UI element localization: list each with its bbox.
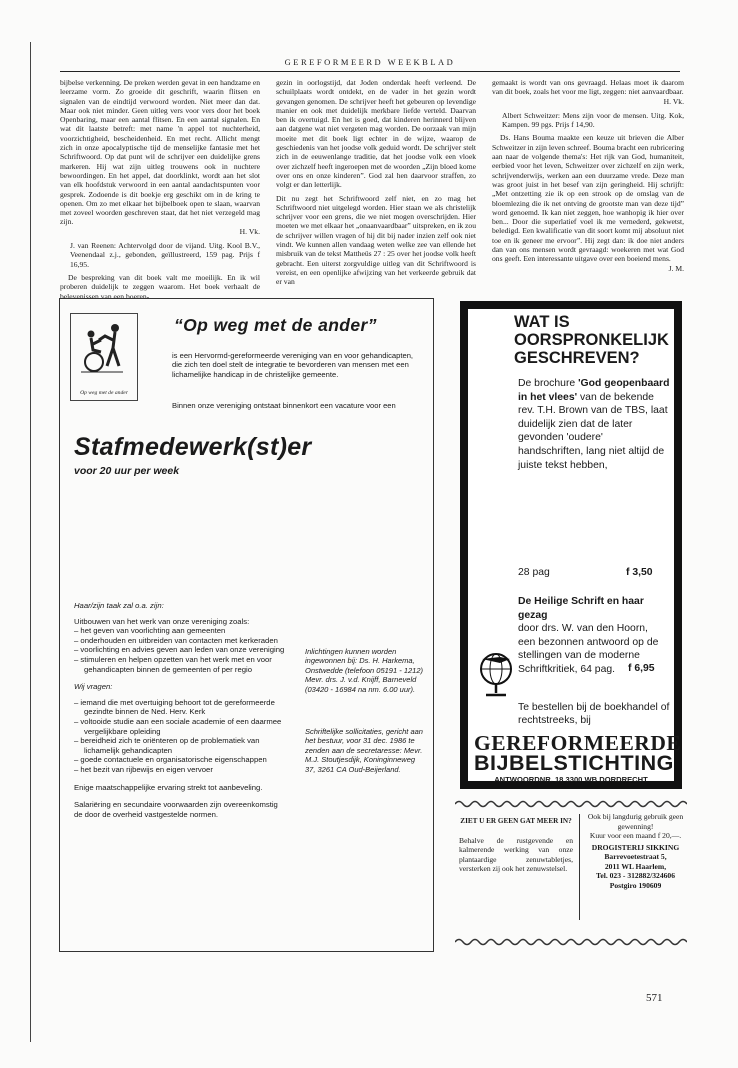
list-item: – het bezit van rijbewijs en eigen vervoer <box>74 765 286 775</box>
brochure-ad-inner <box>468 309 682 784</box>
job-title: Stafmedewerk(st)er <box>74 433 312 461</box>
experience-note: Enige maatschappelijke ervaring strekt tot aanbeveling. <box>74 782 263 792</box>
shop-phone: Tel. 023 - 312882/324606 <box>595 871 676 880</box>
address: ANTWOORDNR. 18 3300 WB DORDRECHT <box>494 775 648 784</box>
order-info: Te bestellen bij de boekhandel of rechtstreeks, bij <box>518 702 670 727</box>
paragraph: De bespreking van dit boek valt me moeilijk. En ik wil proberen duidelijk te zeggen waarom. Het boek verhaalt de belevenissen van een boeren- <box>60 272 260 301</box>
paragraph: gemaakt is wordt van ons gevraagd. Helaas moet ik daarom van dit boek, zoals het voor me ligt, zeggen: niet aanvaardbaar. <box>492 78 684 97</box>
book-review-heading: Albert Schweitzer: Mens zijn voor de mensen. Uitg. Kok, Kampen. 99 pgs. Prijs f 14,90. <box>502 110 684 130</box>
list-item: – goede contactuele en organisatorische eigenschappen <box>74 755 286 765</box>
contact-info: Inlichtingen kunnen worden ingewonnen bij: Ds. H. Harkema, Onstwedde (telefoon 05191 - 1212) Mevr. drs. J. v.d. Knijff, Barneveld (03420 - 16984 na nm. 6.00 uur). <box>305 647 423 694</box>
tasks-intro: Uitbouwen van het werk van onze vereniging zoals: <box>74 616 250 626</box>
header-rule <box>60 71 680 72</box>
tasks-block <box>74 601 286 819</box>
requirements-label: Wij vragen: <box>74 682 113 692</box>
brochure-ad <box>460 301 682 789</box>
pages: 28 pag <box>518 567 550 578</box>
brochure-1-pages <box>518 567 550 578</box>
paragraph: Ds. Hans Bouma maakte een keuze uit brieven die Alber Schweitzer in zijn leven schreef. Bouma bracht een rubricering aan naar de volgende thema's: Het rijk van God, humaniteit, eerbied voor het leven, Schweitzer over zichzelf en zijn werk, schrijvenderwijs, werken aan een duurzame vrede. Deze man was groot juist in het besef van zijn geringheid. Hij schrijft: „Met ontzetting zie ik op een strook op de omslag van de bloemlezing die ik net ontving de grootste man van deze tijd” word genoemd. Ik kan niet zeggen, hoe wanhopig ik hier over ben... Door die superlatief voel ik me vernederd, gekwetst, beledigd. Een kwalificatie van dit soort komt mij absoluut niet toe en ik geneer me ervoor”. Hij zegt dan: ik doe niet anders dan van ons mensen wordt gevraagd: woekeren met wat God ons geeft. Een interessante uitgave over een boeiend mens. <box>492 133 684 264</box>
list-item: – het geven van voorlichting aan gemeenten <box>74 626 286 636</box>
list-item: – onderhouden en uitbreiden van contacten met kerkeraden <box>74 636 286 646</box>
book-review-heading: J. van Reenen: Achtervolgd door de vijand. Uitg. Kool B.V., Veenendaal z.j., gebonden, geïllustreerd, 159 pag. Prijs f 16,95. <box>70 241 260 269</box>
scan-edge-line <box>30 42 31 1042</box>
logo-caption: Op weg met de ander <box>80 390 128 396</box>
text: van de bekende rev. T.H. Brown van de TBS, laat duidelijk zien dat de later gevonden 'oudere' handschriften, lang niet altijd de juiste tekst hebben, <box>518 391 668 471</box>
list-item: – bereidheid zich te oriënteren op de problematiek van lichamelijk gehandicapten <box>74 736 286 755</box>
shop-city: 2011 WL Haarlem, <box>604 861 667 871</box>
signature: H. Vk. <box>663 96 684 106</box>
text-column-3 <box>492 78 684 273</box>
list-item: – stimuleren en helpen opzetten van het werk met en voor gehandicapten binnen de gemeenten of per regio <box>74 655 286 674</box>
small-ad-price: Kuur voor een maand f 20,—. <box>589 831 682 840</box>
brochure-2-price: f 6,95 <box>628 663 655 674</box>
small-ad-left <box>459 817 573 874</box>
page-number: 571 <box>646 992 663 1004</box>
signature: H. Vk. <box>239 226 260 236</box>
small-ad-text: Ook bij langdurig gebruik geen gewenning! <box>587 812 684 831</box>
shop-name: DROGISTERIJ SIKKING <box>591 842 680 852</box>
list-item: – iemand die met overtuiging behoort tot de gereformeerde gezindte binnen de Ned. Herv. Kerk <box>74 698 286 717</box>
list-item: – voorlichting en advies geven aan leden van onze vereniging <box>74 645 286 655</box>
ad-headline: WAT IS OORSPRONKELIJK GESCHREVEN? <box>514 313 669 367</box>
paragraph: Dit nu zegt het Schriftwoord zelf niet, en zo mag het Schriftwoord niet uitgelegd worden. Hier staan we als christelijk schrijver voor een grens, die we niet mogen overschrijden. Hier moeten we met elkaar het „onaanvaardbaar” uitspreken, en ik zou de schrijver willen vragen of hij dit bij nader inzien zelf ook niet vindt. We kunnen allen vandaag weten welke zee van ellende het misbruik van de tekst Mattheüs 27 : 25 over het joodse volk heeft gebracht. Een uiterst zorgvuldige uitleg van dit Schriftwoord is vereist, en een openlijke afwijzing van het verkeerde gebruik dat er van <box>276 193 476 287</box>
text-column-2 <box>276 78 476 287</box>
job-hours: voor 20 uur per week <box>74 465 180 477</box>
vacancy-ad <box>59 298 434 952</box>
text: door drs. W. van den Hoorn, een bezonnen antwoord op de stellingen van de moderne Schriftkritiek, 64 pag. <box>518 623 659 675</box>
org-line-2: BIJBELSTICHTING <box>474 751 674 775</box>
list-item: – voltooide studie aan een sociale academie of een daarmee vergelijkbare opleiding <box>74 717 286 736</box>
wavy-divider <box>455 937 687 947</box>
brochure-1-title: 'God geopenbaard in het vlees' <box>518 378 670 403</box>
brochure-2-title: De Heilige Schrift en haar gezag <box>518 596 644 621</box>
ad-title: “Op weg met de ander” <box>174 315 377 335</box>
text: De brochure <box>518 378 579 389</box>
small-ad-title: ZIET U ER GEEN GAT MEER IN? <box>460 817 572 825</box>
signature: J. M. <box>668 263 684 273</box>
organization-name <box>474 731 682 775</box>
ad-intro: is een Hervormd-gereformeerde vereniging van en voor gehandicapten, die zich ten doel stelt de integratie te bevorderen van mensen met een lichamelijke handicap in de christelijke gemeente. <box>172 351 414 379</box>
small-ad-text: Behalve de rustgevende en kalmerende werking van onze plantaardige zenuwtabletjes, versterken zij ook het zenuwstelsel. <box>459 835 573 873</box>
shop-street: Barrevoetestraat 5, <box>604 852 667 861</box>
running-header: GEREFORMEERD WEEKBLAD <box>284 57 456 67</box>
org-line-1: GEREFORMEERDE <box>474 731 682 755</box>
paragraph: bijbelse verkenning. De preken werden gevat in een handzame en leerzame vorm. Zo groeide dit geschrift, waarin flitsen en signalen van de eindtijd verwoord worden. Niet meer dan dat. Maar ook niet minder. Geen uitleg vers voor vers door het boek Openbaring, maar een aantal flitsen. En een aantal signalen. En wat dit laatste betreft: met name 'n appel tot nuchterheid, voorzichtigheid, bescheidenheid. En met recht. Allicht mengt zich in onze apocalyptische tijd de menselijke fantasie met het Schriftwoord. Op dat punt wil de schrijver een duidelijke grens markeren. Hij wat zijn uitleg trouwens ook in nuchtere bewoordingen. En het appel, dat doorklinkt, wordt aan het slot van elk hoofdstuk verwoord in een aantal aandachtspunten voor gesprek. Zodoende is dit boekje erg geschikt om in de kring te openen. Om zo met elkaar het bijbelboek open te slaan, waarvan met zoveel woorden geschreven staat, dat het niet verzegeld mag zijn. <box>60 78 260 227</box>
text-column-1 <box>60 78 260 301</box>
application-info: Schriftelijke sollicitaties, gericht aan het bestuur, voor 31 dec. 1986 te zenden aan de secretaresse: Mevr. M.J. Stoutjesdijk, Koninginneweg 37, 3261 CA Oud-Beijerland. <box>305 727 423 774</box>
paragraph: gezin in oorlogstijd, dat Joden onderdak heeft verleend. De schuilplaats wordt ontdekt, en de vader in het gezin wordt gevangen genomen. De schrijver heeft het gebeuren op levendige manier en ook met duidelijk merkbare liefde verteld. Daarvan ben ik overtuigd. En het is goed, dat kinderen herinnerd blijven aan datgene wat niet vergeten mag worden. De oorzaak van mijn moeite met dit boek ligt echter in de wijze, waarop de geschiedenis van het joodse volk geduid wordt. De schrijver stelt zich in de eeuwenlange traditie, dat het joodse volk een vloek over zichzelf heeft ingeroepen met de woorden „Zijn bloed kome over ons en onze kinderen”. God zal hen daarvoor straffen, zo volgt er dan letterlijk. <box>276 78 476 190</box>
tasks-label: Haar/zijn taak zal o.a. zijn: <box>74 601 164 610</box>
small-ad-right <box>584 812 687 890</box>
globe-book-icon <box>476 649 516 701</box>
logo <box>70 313 138 401</box>
salary-note: Salariëring en secundaire voorwaarden zijn overeenkomstig de door de overheid vastgestelde normen. <box>74 800 278 819</box>
wheelchair-figures-icon <box>77 320 131 378</box>
ad-intro-vacancy: Binnen onze vereniging ontstaat binnenkort een vacature voor een <box>172 401 396 410</box>
shop-giro: Postgiro 190609 <box>609 880 662 890</box>
divider <box>579 814 580 920</box>
brochure-1-price: f 3,50 <box>626 567 653 578</box>
brochure-1-text <box>518 377 670 472</box>
wavy-divider <box>455 799 687 809</box>
